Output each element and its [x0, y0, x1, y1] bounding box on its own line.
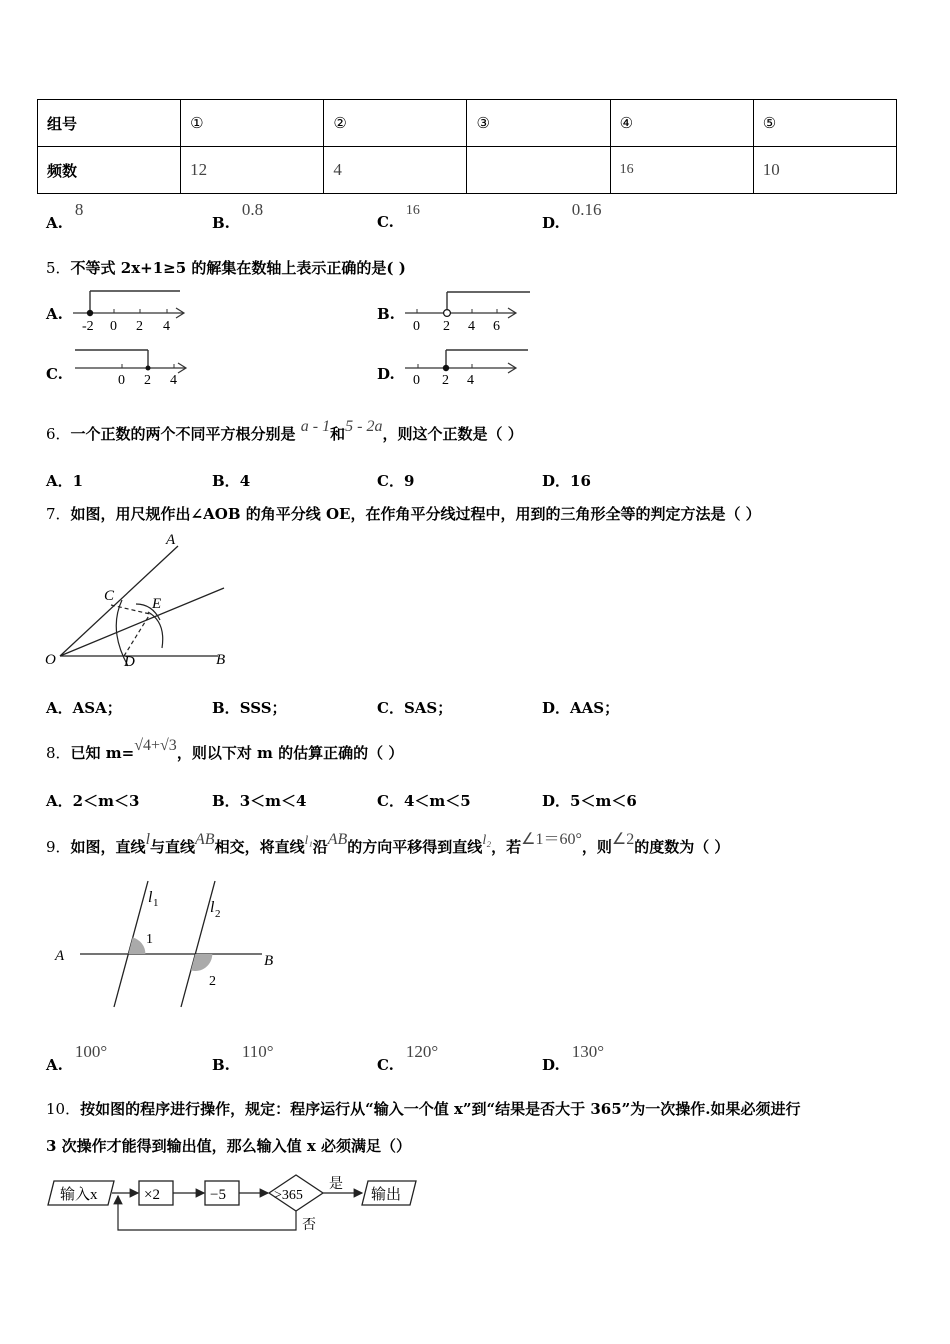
q6-option-a[interactable]: A．1: [46, 472, 84, 490]
line-label-sub: 1: [153, 897, 159, 909]
flow-input-label: 输入x: [60, 1187, 98, 1203]
q6-option-c[interactable]: C．9: [377, 472, 415, 490]
flow-no-label: 否: [302, 1218, 316, 1233]
point-label: O: [45, 652, 56, 668]
question-6: [46, 418, 523, 446]
math-expression: √4+√3: [134, 737, 177, 754]
q9-option-a[interactable]: [46, 1042, 108, 1075]
q6-option-b[interactable]: B．4: [212, 472, 251, 490]
math-expression: 5 - 2a: [345, 418, 383, 435]
option-value: 8: [74, 200, 84, 219]
option-value: 100°: [74, 1042, 108, 1061]
q7-option-b[interactable]: B．SSS；: [212, 699, 287, 717]
point-label: D: [124, 654, 135, 670]
flow-yes-label: 是: [329, 1177, 343, 1192]
q4-option-a[interactable]: [46, 200, 84, 233]
tick-label: 4: [170, 373, 177, 388]
point-label: C: [104, 588, 115, 604]
q4-option-d[interactable]: [542, 200, 602, 233]
q9-option-d[interactable]: [542, 1042, 605, 1075]
question-7: [46, 503, 761, 525]
q5-option-d-label[interactable]: D.: [377, 365, 395, 383]
option-label: C.: [377, 213, 394, 231]
math-expression: a - 1: [300, 418, 331, 435]
q5-option-c-label[interactable]: C.: [46, 365, 63, 383]
line-label: l: [148, 889, 153, 906]
q8-option-d[interactable]: D．5＜m＜6: [542, 792, 637, 810]
table-cell: ④: [610, 100, 753, 147]
table-cell: ⑤: [753, 100, 896, 147]
question-text: ，则以下对 m 的估算正确的（ ）: [176, 744, 404, 762]
angle-bisector-figure: [40, 530, 240, 675]
q9-option-b[interactable]: [212, 1042, 274, 1075]
question-number: 9．: [46, 838, 71, 856]
table-cell: 4: [324, 147, 467, 194]
question-number: 10．: [46, 1100, 81, 1118]
q4-option-c[interactable]: [377, 203, 420, 232]
parallel-lines-figure: [50, 875, 285, 1015]
flow-subtract-label: −5: [210, 1187, 226, 1203]
flow-condition-label: >365: [274, 1188, 303, 1203]
frequency-table: [37, 99, 897, 194]
tick-label: 4: [467, 373, 474, 388]
q9-option-c[interactable]: [377, 1042, 439, 1075]
question-text: 不等式 2x+1≥5 的解集在数轴上表示正确的是( ): [70, 259, 406, 277]
table-cell: 组号: [38, 100, 181, 147]
question-10: [46, 1098, 801, 1120]
option-value: 0.8: [241, 200, 264, 219]
option-value: 110°: [241, 1042, 274, 1061]
question-number: 6．: [46, 425, 71, 443]
question-text: 已知 m=: [70, 744, 135, 762]
option-label: D.: [542, 214, 560, 232]
table-cell: ②: [324, 100, 467, 147]
flowchart-figure: [46, 1170, 426, 1240]
tick-label: 4: [163, 319, 170, 334]
point-label: A: [166, 532, 176, 548]
number-line-d: [400, 346, 535, 390]
point-label: A: [55, 948, 65, 964]
question-text: 如图，用尺规作出∠AOB 的角平分线 OE，在作角平分线过程中，用到的三角形全等的判定方法是（ ）: [70, 505, 761, 523]
option-label: B.: [212, 214, 230, 232]
q5-option-b-label[interactable]: B.: [377, 305, 395, 323]
q4-option-b[interactable]: [212, 200, 264, 233]
q7-option-c[interactable]: C．SAS；: [377, 699, 453, 717]
tick-label: 0: [413, 373, 420, 388]
table-cell: ③: [467, 100, 610, 147]
q7-option-a[interactable]: A．ASA；: [46, 699, 122, 717]
tick-label: 2: [136, 319, 143, 334]
table-cell: ①: [181, 100, 324, 147]
line-label-sub: 2: [215, 908, 221, 920]
q5-option-a-label[interactable]: A.: [46, 305, 63, 323]
option-value: 130°: [571, 1042, 605, 1061]
option-label: A.: [46, 1056, 63, 1074]
q8-option-c[interactable]: C．4＜m＜5: [377, 792, 471, 810]
question-text: ，则这个正数是（ ）: [382, 425, 523, 443]
number-line-c: [70, 346, 195, 390]
flow-output-label: 输出: [371, 1187, 402, 1203]
number-line-a: [68, 287, 193, 335]
question-10-line2: 3 次操作才能得到输出值，那么输入值 x 必须满足（）: [46, 1137, 412, 1155]
question-number: 5．: [46, 259, 71, 277]
question-text: 按如图的程序进行操作，规定：程序运行从“输入一个值 x”到“结果是否大于 365”为一次操作.如果必须进行: [80, 1100, 801, 1118]
option-value: 16: [405, 203, 420, 218]
tick-label: 0: [413, 319, 420, 334]
flow-multiply-label: ×2: [144, 1187, 160, 1203]
option-label: B.: [212, 1056, 230, 1074]
option-value: 120°: [405, 1042, 439, 1061]
question-8: [46, 737, 404, 765]
point-label: B: [216, 652, 226, 668]
table-cell: [467, 147, 610, 194]
table-row: [38, 147, 897, 194]
tick-label: 0: [118, 373, 125, 388]
table-header-row: [38, 100, 897, 147]
tick-label: 2: [144, 373, 151, 388]
tick-label: -2: [82, 319, 94, 334]
table-cell: 10: [753, 147, 896, 194]
option-label: C.: [377, 1056, 394, 1074]
tick-label: 2: [442, 373, 449, 388]
point-label: B: [264, 953, 274, 969]
table-cell: 16: [610, 147, 753, 194]
angle-label: 1: [146, 932, 153, 947]
q8-option-a[interactable]: A．2＜m＜3: [46, 792, 140, 810]
q6-option-d[interactable]: D．16: [542, 472, 591, 490]
question-9: 9．如图，直线l与直线AB相交，将直线l₁沿AB的方向平移得到直线l₂，若∠1＝60°，则∠2的度数为（ ）: [46, 831, 730, 856]
option-label: A.: [46, 214, 63, 232]
option-label: D.: [542, 1056, 560, 1074]
tick-label: 6: [493, 319, 500, 334]
line-label: l: [210, 899, 215, 916]
tick-label: 2: [443, 319, 450, 334]
tick-label: 0: [110, 319, 117, 334]
option-value: 0.16: [571, 200, 602, 219]
question-number: 7．: [46, 505, 71, 523]
question-5: [46, 257, 406, 279]
question-text: 一个正数的两个不同平方根分别是: [70, 425, 296, 443]
tick-label: 4: [468, 319, 475, 334]
number-line-b: [400, 287, 535, 335]
q7-option-d[interactable]: D．AAS；: [542, 699, 620, 717]
angle-label: 2: [209, 974, 216, 989]
point-label: E: [152, 596, 162, 612]
question-number: 8．: [46, 744, 71, 762]
question-text: 和: [330, 425, 346, 443]
q8-option-b[interactable]: B．3＜m＜4: [212, 792, 307, 810]
table-cell: 12: [181, 147, 324, 194]
table-cell: 频数: [38, 147, 181, 194]
